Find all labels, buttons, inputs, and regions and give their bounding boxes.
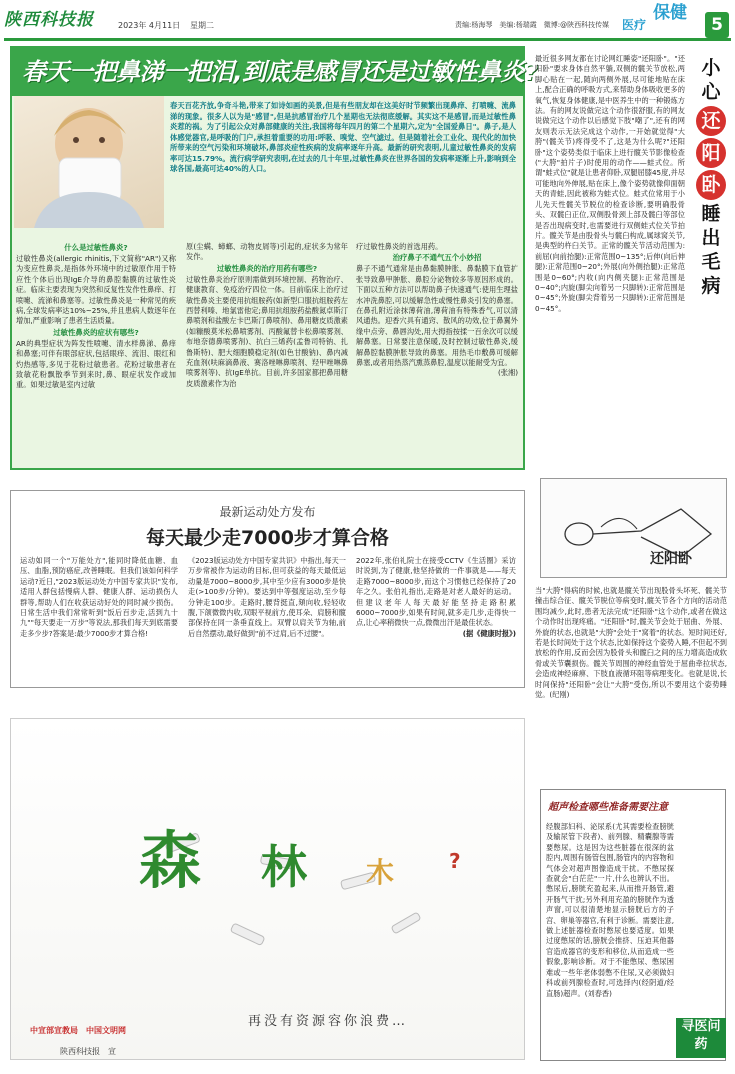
newspaper-logo: 陕西科技报 [4, 10, 94, 30]
feature-col1-text1: 过敏性鼻炎(allergic rhinitis,下文简称"AR")又称为变应性鼻炎,是指体外环境中的过敏原作用于特应性个体后出现IgE介导的鼻腔黏膜的过敏性炎症。临床主要表现为突然和反复性发作性鼻痒、打喷嚏、流涕和鼻塞等。过敏性鼻炎是一种常见的疾病,全球发病率达10%~25%,并且患病人数逐年在增加,严重影响了患者生活质量。 [16, 254, 176, 326]
page-number: 5 [705, 12, 729, 38]
feature-subhead-treatment: 过敏性鼻炎的治疗用药有哪些? [216, 263, 318, 273]
vtitle-char: 毛 [701, 251, 721, 273]
ultrasound-byline: (刘春香) [584, 988, 612, 998]
exercise-kicker: 最新运动处方发布 [219, 505, 316, 519]
editors-line: 责编:杨海琴 美编:杨瑞霞 微博:@陕西科技传媒 [455, 21, 610, 29]
child-sneezing-photo [14, 96, 164, 228]
ad-char-tree: 木 [366, 856, 395, 889]
illustration-caption: 还阳卧 [650, 551, 692, 567]
section-name: 医疗 [622, 18, 647, 32]
masthead [0, 0, 735, 40]
feature-column-1 [16, 242, 176, 391]
vtitle-char: 小 [701, 57, 721, 79]
feature-subhead-tips: 治疗鼻子不通气五个小妙招 [392, 253, 482, 263]
ad-credit: 中宣部宣教局 中国文明网 [30, 1026, 126, 1035]
feature-col2-text2: 过敏性鼻炎治疗原则需做到环境控制、药物治疗、健康教育、免疫治疗四位一体。目前临床上治疗过敏性鼻炎主要使用抗组胺药(如新型口服抗组胺药左西替利嗪、地氯雷他定;鼻用抗组胺药盐酸氮卓斯汀鼻喷剂和盐酸左卡巴斯汀鼻喷剂)、鼻用糖皮质激素(如糠酸莫米松鼻喷雾剂、丙酸氟替卡松鼻喷雾剂、布地奈德鼻喷雾剂)、抗白三烯药(孟鲁司特钠、扎鲁斯特)、肥大细胞膜稳定剂(如色甘酸钠)、鼻内减充血剂(呋麻滴鼻液、赛洛唑啉鼻喷剂、羟甲唑啉鼻喷雾剂等)、抗IgE单抗。目前,许多国家都把鼻用糖皮质激素作为治 [186, 274, 348, 388]
vtitle-char: 出 [701, 227, 721, 249]
sleep-article-text-2 [535, 586, 727, 700]
masthead-rule [4, 38, 731, 41]
exercise-byline: (据《健康时报》) [462, 628, 516, 638]
column-badge: 寻医问药 [676, 1018, 726, 1058]
ad-char-forest: 森 [139, 824, 202, 897]
ad-slogan: 再没有资源容你浪费… [248, 1014, 409, 1029]
feature-subhead-symptoms: 过敏性鼻炎的症状有哪些? [53, 327, 139, 337]
feature-column-2 [186, 242, 348, 389]
sleep-article-vertical-title [693, 56, 729, 298]
section-title: 保健 [653, 3, 687, 23]
sleep-article-text-1: 最近很多网友都在讨论网红睡姿"还阳卧"。"还阳卧"要求身体自然平躺,双侧的髋关节放松,两脚心贴在一起,随向两侧外展,尽可能地贴在床上,配合正确的呼吸方式,来帮助身体吸收更多的氧气,恢复身体健康,是中医养生中的一种锻炼方法。有的网友说做完这个动作很舒服,有的网友说做完这个动作以后感觉下肢"嘲了",还有的网友则表示无法完成这个动作,一开始就觉得"大胯"(髋关节)疼得受不了,这是为什么呢?"还阳卧"这个姿势类似于临床上进行髋关节影像检查("大胯"拍片子)时使用的动作——蛙式位。所谓"蛙式位"就是让患者仰卧,双腿屈膝45度,并尽可能地向外伸展,贴在床上,像个姿势就像仰面朝天的青蛙,因此被称为蛙式位。蛙式位常用于小儿先天性髋关节脱位的检查诊断,要明确股骨头、双髋臼正位,双侧股骨颈上部及髋臼等部位是否出现病变时,也需要进行双侧蛙式位关节拍片。髋关节是由股骨头与髋臼构成,属球窝关节,是典型的杵臼关节。正常的髋关节活动范围为:前屈(向前抬腿):正常范围0~135°;后伸(向后伸腿):正常范围0~20°;外展(向外侧抬腿):正常范围是0~60°;内收(向内侧夹腿):正常范围是0~40°;内旋(脚尖向着另一只脚转):正常范围是0~45°;外旋(脚尖背着另一只脚转):正常范围是0~45°。 [535, 54, 685, 313]
feature-column-3 [356, 242, 518, 379]
ultrasound-tip-body: 经腹部妇科、泌尿系(尤其需要检查膀胱及输尿管下段者)、前列腺、精囊腺等需要憋尿。这是因为这些脏器在很深的盆腔内,周围有肠管包围,肠管内的内容物和气体会对超声图像造成干扰。不憋尿探查就会"白茫茫"一片,什么也辨认不出。憋尿后,膀胱充盈起来,从而推开肠管,避开肠气干扰;另外利用充盈的膀胱作为透声窗,可以很清楚地显示膀胱后方的子宫、卵巢等器官,有利于诊断。需要注意,做上述脏器检查时憋尿也要适度。如果过度憋尿的话,膀胱会推挤、压迫其他器官造成器官的变形和移位,从而造成一些假象,影响诊断。对于不能憋尿、憋尿困难或一些年老体弱憋不住尿,又必须做妇科或前列腺检查时,可选择内(经阴道/经直肠)超声。 [546, 822, 674, 998]
ad-question-mark: ? [449, 849, 461, 873]
ultrasound-tip-title: 超声检查哪些准备需要注意 [548, 802, 668, 813]
feature-byline: (张湘) [498, 368, 518, 378]
issue-date: 2023年 4月11日 [118, 21, 181, 30]
feature-col1-text2: AR的典型症状为阵发性喷嚏、清水样鼻涕、鼻痒和鼻塞;可伴有眼部症状,包括眼痒、流泪、眼红和灼热感等,多见于花粉过敏患者。花粉过敏患者在致敏花粉飘散季节到来时,鼻、眼症状发作或加重。如果过敏是室内过敏 [16, 338, 176, 390]
feature-col3-text1: 疗过敏性鼻炎的首选用药。 [356, 242, 443, 251]
ad-publisher: 陕西科技报 宣 [60, 1047, 116, 1056]
sleep-byline: (纪刚) [549, 690, 570, 700]
vtitle-char-highlight: 卧 [696, 170, 726, 200]
vtitle-char-highlight: 阳 [696, 138, 726, 168]
vtitle-char: 心 [701, 81, 721, 103]
feature-col2-text1: 原(尘螨、蟑螂、动物皮屑等)引起的,症状多为常年发作。 [186, 242, 348, 262]
feature-intro: 春天百花齐放,争奇斗艳,带来了如诗如画的美景,但是有些朋友却在这美好时节频繁出现鼻痒、打喷嚏、流鼻涕的现象。很多人以为是"感冒",但是抗感冒治疗几个星期也无法彻底缓解。其实这不是感冒,而是过敏性鼻炎惹的祸。为了引起公众对鼻部健康的关注,我国将每年四月的第二个星期六,定为"全国爱鼻日"。鼻子,是人体感觉器官,是呼吸的门户,承担着重要的功用:呼吸、嗅觉、空气滤过。但是随着社会工业化、现代化的加快所带来的空气污染和环境破坏,鼻部炎症性疾病的发病率逐年升高。最新的研究表明,儿童过敏性鼻炎的发病率可达15.79%。流行病学研究表明,在过去的几十年里,过敏性鼻炎在世界各国的发病率逐渐上升,影响到全球各国,最高可达40%的人口。 [170, 101, 516, 173]
feature-col3-text2: 鼻子不通气通常是由鼻黏膜肿胀、鼻黏膜下血管扩张导致鼻甲肿胀、鼻腔分泌物较多等原因形成的。下面以五种方法可以帮助鼻子快速通气:使用生理盐水冲洗鼻腔,可以缓解急性或慢性鼻炎引发的鼻塞。在鼻孔附近涂抹薄荷油,薄荷油有特殊香气,可以清风通热。迎香穴具有通窍、散风的功效,位于鼻翼外缘中点旁、鼻唇沟处,用大拇指按揉一百余次可以缓解鼻塞。日常要注意保暖,及时控制过敏性鼻炎,缓解鼻腔黏膜肿胀导致的鼻塞。用热毛巾敷鼻可缓解鼻塞,或者用热蒸汽熏蒸鼻腔,温度以能耐受为宜。 [356, 264, 518, 368]
exercise-headline: 每天最少走7000步才算合格 [146, 527, 389, 549]
ultrasound-tip-text [546, 822, 674, 999]
vtitle-char: 病 [701, 275, 721, 297]
vtitle-char: 睡 [701, 203, 721, 225]
exercise-column-1: 运动如同一个"万能处方",能同时降低血糖、血压、血脂,预防癌症,改善睡眠。但我们该如何科学运动?近日,"2023版运动处方中国专家共识"发布,适用人群包括慢病人群、健康人群、运动损伤人群等,帮助人们在收获运动好处的同时减少损伤。日常生活中我们常常听到"饭后百步走,活到九十九""每天要走一万步"等说法,那我们每天到底需要走多少步?答案是:最少7000步才算合格! [20, 556, 178, 638]
exercise-col3-text: 2022年,张伯礼院士在接受CCTV《生活圈》采访时说到,为了健康,他坚持做的一件事就是——每天走路7000~8000步,而这个习惯他已经保持了20年之久。张伯礼指出,走路是对老人最好的运动。但建议老年人每天最好能坚持走路积累6000~7000步,如果有时间,就多走几步,走得快一点,让心率稍微快一点,微微出汗是最佳状态。 [356, 556, 516, 628]
vtitle-char-highlight: 还 [696, 106, 726, 136]
exercise-column-2: 《2023版运动处方中国专家共识》中指出,每天一万步常被作为运动的目标,但可获益的每天最低运动量是7000~8000步,其中至少应有3000步是快走(>100步/分钟)。要达到中等强度运动,至少每分钟走100步。走路时,腰背挺直,頦向收,轻轻收腹,下颌微微内收,双眼平视前方,使耳朵、肩膀和髋部保持在同一条垂直线上。双臂以肩关节为轴,前后自然摆动,最好做到"前不过肩,后不过腰"。 [188, 556, 346, 638]
lying-pose-illustration [540, 478, 727, 578]
exercise-column-3 [356, 556, 516, 639]
sleep-article-text-2-body: 当"大胯"得病的时候,也就是髋关节出现股骨头坏死、髋关节撞击综合征、髋关节脱位等病变时,髋关节各个方向的活动范围均减少,此时,患者无法完成"还阳卧"这个动作,或者在做这个动作时出现疼痛。"还阳卧"时,髋关节会处于屈曲、外展、外旋的状态,也就是"大胯"会处于"窝着"的状态。短时间还好,若是长时间处于这个状态,比如保持这个姿势入睡,不但起不到放松的作用,反而会因为股骨头和髋臼之间的压力增高造成软骨或关节囊损伤。髋关节周围的神经血管处于屈曲牵拉状态,会造成神经麻痹、下肢血液循环阻等病理变化。也就是说,长时间保持"还阳卧"会让"大胯"受伤,所以不要用这个姿势睡觉。 [535, 586, 727, 700]
public-service-ad [10, 718, 525, 1060]
ad-char-woods: 林 [261, 840, 307, 894]
feature-subhead-what: 什么是过敏性鼻炎? [64, 243, 128, 252]
feature-headline: 春天一把鼻涕一把泪,到底是感冒还是过敏性鼻炎? [22, 58, 538, 86]
issue-weekday: 星期二 [190, 21, 214, 30]
